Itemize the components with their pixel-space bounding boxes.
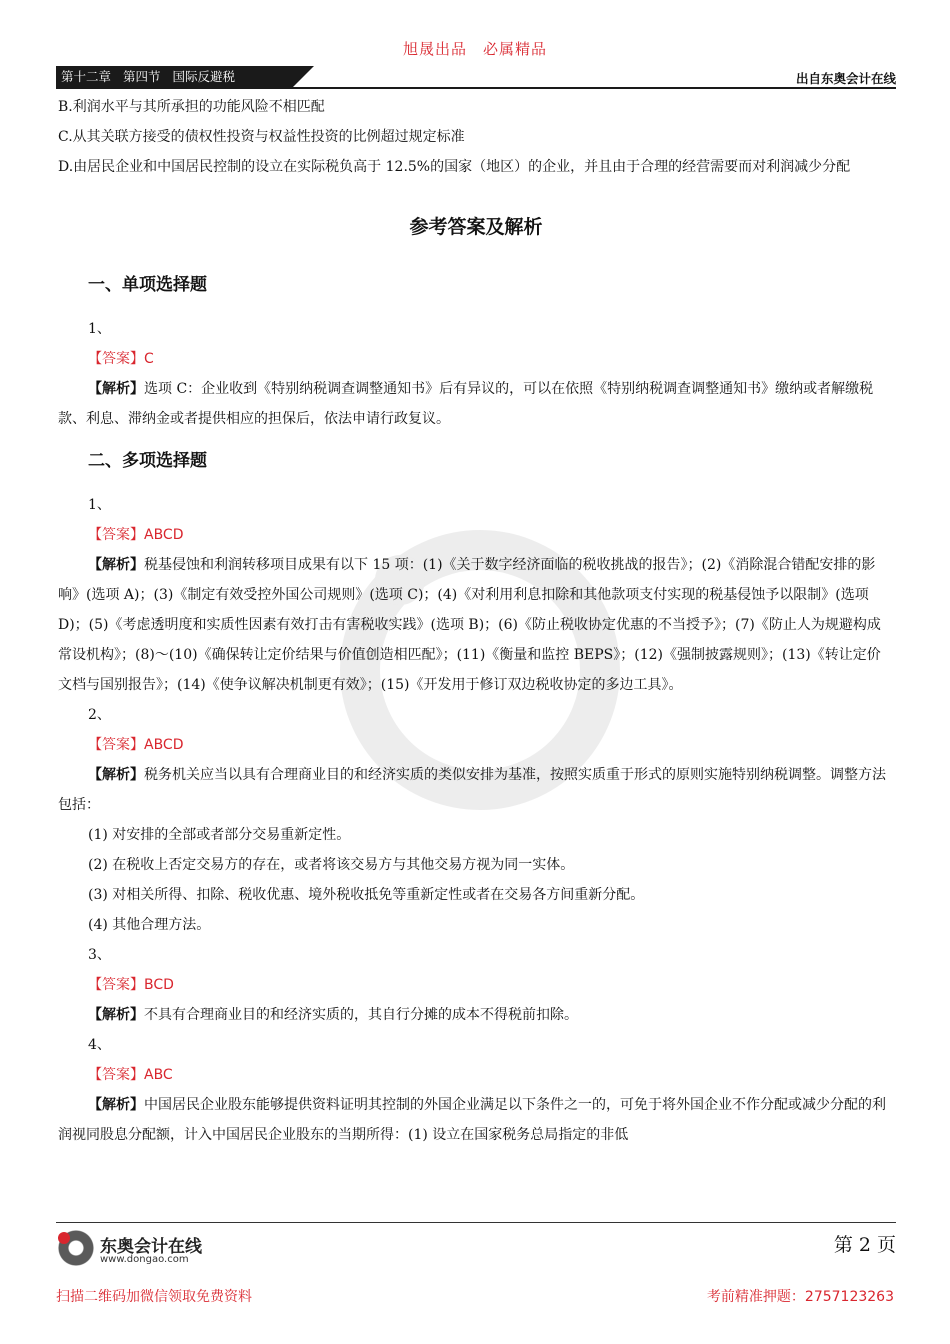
explanation-text: 不具有合理商业目的和经济实质的，其自行分摊的成本不得税前扣除。	[144, 1007, 578, 1023]
answer-line: 【答案】C	[88, 351, 154, 367]
list-item: (4) 其他合理方法。	[88, 917, 211, 933]
explanation-tag: 【解析】	[88, 557, 144, 573]
chapter-tab	[56, 66, 292, 88]
explanation	[58, 550, 894, 700]
explanation-text: 税务机关应当以具有合理商业目的和经济实质的类似安排为基准，按照实质重于形式的原则实施特别纳税调整。调整方法包括：	[58, 767, 886, 813]
explanation-text: 税基侵蚀和利润转移项目成果有以下 15 项：(1)《关于数字经济面临的税收挑战的报告》；(2)《消除混合错配安排的影响》(选项 A)；(3)《制定有效受控外国公司规则》(选项 C)；(4)《对利用利息扣除和其他款项支付实现的税基侵蚀予以限制》(选项 D)；(5)《考虑透明度和实质性因素有效打击有害税收实践》(选项 B)；(6)《防止税收协定优惠的不当授予》；(7)《防止人为规避构成常设机构》；(8)～(10)《确保转让定价结果与价值创造相匹配》；(11)《衡量和监控 BEPS》；(12)《强制披露规则》；(13)《转让定价文档与国别报告》；(14)《使争议解决机制更有效》；(15)《开发用于修订双边税收协定的多边工具》。	[58, 557, 881, 693]
question-number: 2、	[88, 707, 111, 723]
banner-left: 旭晟出品	[402, 40, 467, 58]
explanation	[58, 374, 894, 434]
footer-divider	[56, 1222, 896, 1223]
answer-line: 【答案】ABCD	[88, 527, 184, 543]
question-number: 1、	[88, 497, 111, 513]
list-item: (3) 对相关所得、扣除、税收优惠、境外税收抵免等重新定性或者在交易各方间重新分配。	[88, 887, 645, 903]
document-body	[58, 92, 894, 1150]
banner-right: 必属精品	[483, 40, 548, 58]
explanation	[58, 1000, 894, 1030]
logo-url: www.dongao.com	[100, 1254, 189, 1265]
answer-line: 【答案】BCD	[88, 977, 174, 993]
explanation-tag: 【解析】	[88, 1097, 144, 1113]
topic-label: 国际反避税	[172, 69, 236, 84]
question-number: 3、	[88, 947, 111, 963]
promo-right: 考前精准押题：2757123263	[706, 1289, 894, 1305]
explanation-text: 选项 C：企业收到《特别纳税调查调整通知书》后有异议的，可以在依照《特别纳税调查调整通知书》缴纳或者解缴税款、利息、滞纳金或者提供相应的担保后，依法申请行政复议。	[58, 381, 874, 427]
answer-line: 【答案】ABC	[88, 1067, 173, 1083]
explanation	[58, 760, 894, 820]
promo-left: 扫描二维码加微信领取免费资料	[56, 1289, 252, 1305]
question-number: 4、	[88, 1037, 111, 1053]
question-number: 1、	[88, 321, 111, 337]
page-number: 第 2 页	[833, 1234, 896, 1256]
dongao-logo-icon	[58, 1230, 94, 1266]
answer-heading: 参考答案及解析	[409, 216, 543, 238]
section-label: 第四节	[123, 69, 161, 84]
header-divider	[56, 87, 896, 89]
chapter-tab-tail	[292, 66, 314, 88]
explanation-tag: 【解析】	[88, 1007, 144, 1023]
logo-dot	[58, 1232, 70, 1244]
list-item: (1) 对安排的全部或者部分交易重新定性。	[88, 827, 351, 843]
page-header	[56, 66, 896, 88]
option-b: B.利润水平与其所承担的功能风险不相匹配	[58, 99, 325, 115]
explanation	[58, 1090, 894, 1150]
source-label: 出自东奥会计在线	[795, 71, 896, 86]
page-footer	[56, 1222, 896, 1272]
explanation-tag: 【解析】	[88, 767, 144, 783]
explanation-text: 中国居民企业股东能够提供资料证明其控制的外国企业满足以下条件之一的，可免于将外国企业不作分配或减少分配的利润视同股息分配额，计入中国居民企业股东的当期所得：(1) 设立在国家税务总局指定的非低	[58, 1097, 886, 1143]
top-banner	[0, 38, 950, 59]
option-c: C.从其关联方接受的债权性投资与权益性投资的比例超过规定标准	[58, 129, 465, 145]
list-item: (2) 在税收上否定交易方的存在，或者将该交易方与其他交易方视为同一实体。	[88, 857, 575, 873]
answer-line: 【答案】ABCD	[88, 737, 184, 753]
logo-name: 东奥会计在线	[100, 1237, 202, 1257]
explanation-tag: 【解析】	[88, 381, 144, 397]
section-multi-choice-title: 二、多项选择题	[88, 451, 207, 471]
section-single-choice-title: 一、单项选择题	[88, 275, 207, 295]
option-d: D.由居民企业和中国居民控制的设立在实际税负高于 12.5%的国家（地区）的企业，并且由于合理的经营需要而对利润减少分配	[58, 159, 851, 175]
chapter-label: 第十二章	[61, 69, 112, 84]
